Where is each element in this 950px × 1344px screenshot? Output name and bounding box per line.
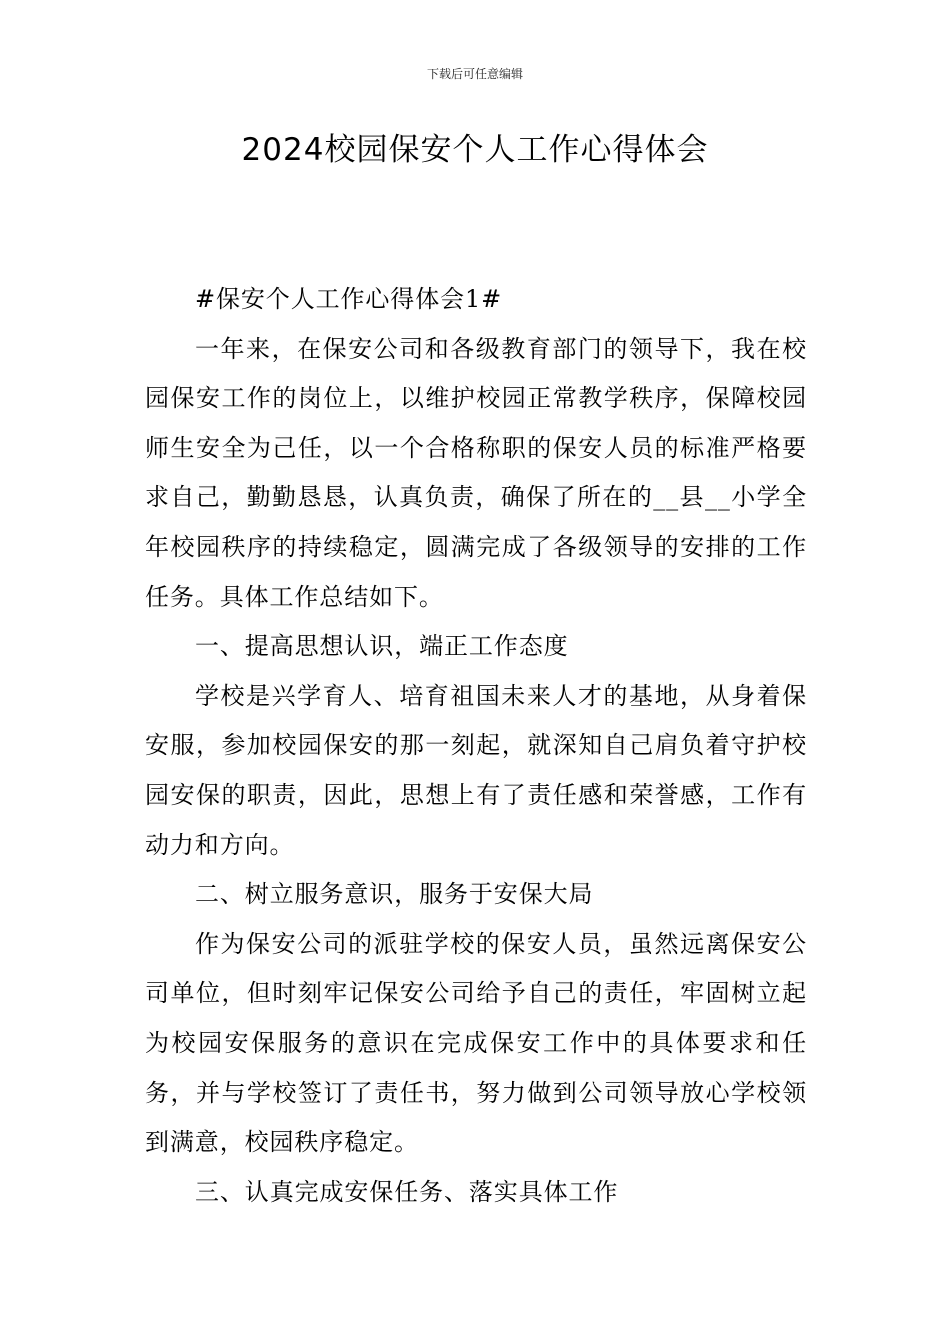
body-paragraph: 学校是兴学育人、培育祖国未来人才的基地，从身着保安服，参加校园保安的那一刻起，就深知自己肩负着守护校园安保的职责，因此，思想上有了责任感和荣誉感，工作有动力和方向。 [145, 681, 807, 859]
header-note: 下载后可任意编辑 [426, 67, 523, 81]
document-title: 2024校园保安个人工作心得体会 [241, 132, 709, 168]
section-heading-3: 二、树立服务意识，服务于安保大局 [195, 880, 594, 909]
document-body [145, 275, 807, 1217]
body-paragraph: 一年来，在保安公司和各级教育部门的领导下，我在校园保安工作的岗位上，以维护校园正常教学秩序，保障校园师生安全为己任，以一个合格称职的保安人员的标准严格要求自己，勤勤恳恳，认真负责，确保了所在的__县__小学全年校园秩序的持续稳定，圆满完成了各级领导的安排的工作任务。具体工作总结如下。 [145, 334, 807, 611]
section-heading-1: #保安个人工作心得体会1# [195, 285, 503, 313]
body-paragraph: 作为保安公司的派驻学校的保安人员，虽然远离保安公司单位，但时刻牢记保安公司给予自己的责任，牢固树立起为校园安保服务的意识在完成保安工作中的具体要求和任务，并与学校签订了责任书，努力做到公司领导放心学校领到满意，校园秩序稳定。 [145, 929, 807, 1157]
section-heading-2: 一、提高思想认识，端正工作态度 [195, 632, 569, 661]
section-heading-4: 三、认真完成安保任务、落实具体工作 [195, 1177, 619, 1206]
